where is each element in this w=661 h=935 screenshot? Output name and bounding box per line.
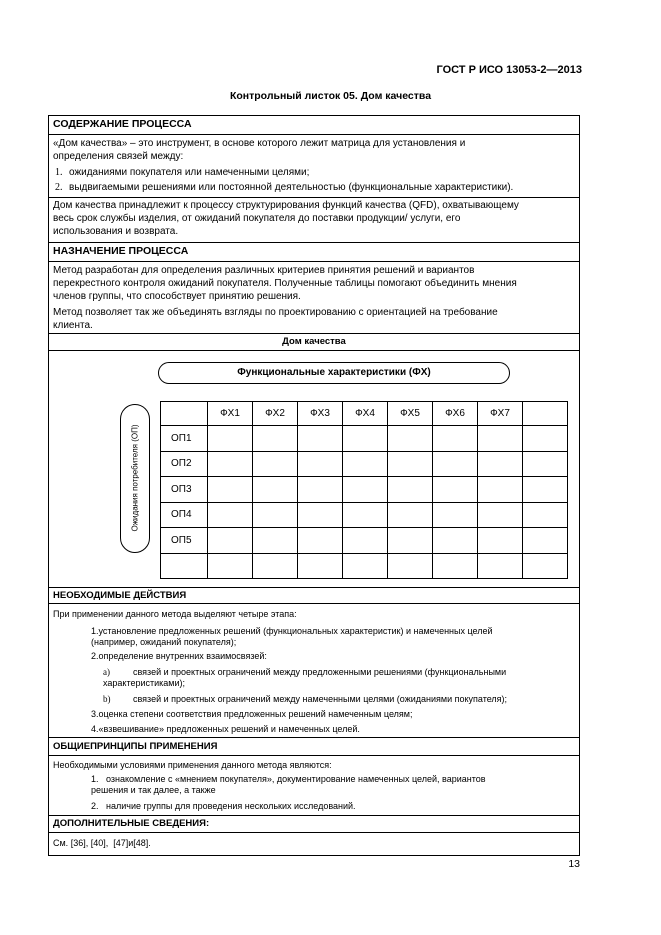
matrix-cell bbox=[208, 502, 253, 528]
row-header: ОП4 bbox=[161, 502, 208, 528]
matrix-cell bbox=[388, 426, 433, 452]
matrix-cell bbox=[388, 477, 433, 503]
divider bbox=[48, 242, 580, 243]
list-item: ожиданиями покупателя или намеченными целями; bbox=[69, 167, 310, 178]
matrix-cell bbox=[523, 451, 568, 477]
column-header: ФХ5 bbox=[388, 402, 433, 426]
document-code: ГОСТ Р ИСО 13053-2—2013 bbox=[436, 64, 582, 76]
matrix-row bbox=[161, 451, 568, 477]
list-number: 1. bbox=[55, 167, 63, 178]
condition-line: 2. наличие группы для проведения нескольких исследований. bbox=[91, 801, 356, 811]
functional-characteristics-caption: Функциональные характеристики (ФХ) bbox=[158, 362, 510, 384]
matrix-cell bbox=[343, 451, 388, 477]
matrix-cell bbox=[433, 451, 478, 477]
matrix-cell bbox=[208, 477, 253, 503]
matrix-cell bbox=[523, 502, 568, 528]
page-number: 13 bbox=[568, 858, 580, 870]
divider bbox=[48, 197, 580, 198]
row-header bbox=[161, 553, 208, 579]
matrix-cell bbox=[343, 477, 388, 503]
purpose-line: членов группы, что способствует принятию решения. bbox=[53, 291, 301, 302]
matrix-cell bbox=[298, 502, 343, 528]
matrix-cell bbox=[208, 451, 253, 477]
purpose-line: Метод разработан для определения различных критериев принятия решений и вариантов bbox=[53, 265, 475, 276]
matrix-cell bbox=[433, 553, 478, 579]
qfd-line: Дом качества принадлежит к процессу структурирования функций качества (QFD), охватывающему bbox=[53, 200, 519, 211]
divider bbox=[48, 333, 580, 334]
divider bbox=[48, 350, 580, 351]
list-number: 2. bbox=[55, 182, 63, 193]
step-line: 3.оценка степени соответствия предложенных решений намеченным целям; bbox=[91, 709, 413, 719]
section-heading-content: СОДЕРЖАНИЕ ПРОЦЕССА bbox=[53, 118, 192, 130]
matrix-row bbox=[161, 502, 568, 528]
matrix-cell bbox=[253, 553, 298, 579]
matrix-cell bbox=[478, 477, 523, 503]
matrix-cell bbox=[478, 451, 523, 477]
divider bbox=[48, 261, 580, 262]
matrix-cell bbox=[253, 528, 298, 554]
content-intro-line: «Дом качества» – это инструмент, в основе которого лежит матрица для установления и bbox=[53, 138, 466, 149]
matrix-cell bbox=[478, 426, 523, 452]
references: См. [36], [40], [47]и[48]. bbox=[53, 838, 151, 848]
column-header: ФХ4 bbox=[343, 402, 388, 426]
purpose-line: перекрестного контроля ожиданий покупателя. Полученные таблицы помогают объединить мнения bbox=[53, 278, 517, 289]
divider bbox=[48, 587, 580, 588]
matrix-cell bbox=[433, 426, 478, 452]
matrix-cell bbox=[478, 502, 523, 528]
column-header: ФХ1 bbox=[208, 402, 253, 426]
divider bbox=[48, 815, 580, 816]
matrix-cell bbox=[388, 502, 433, 528]
column-header: ФХ7 bbox=[478, 402, 523, 426]
section-heading-additional: ДОПОЛНИТЕЛЬНЫЕ СВЕДЕНИЯ: bbox=[53, 818, 210, 829]
matrix-cell bbox=[208, 426, 253, 452]
column-header: ФХ6 bbox=[433, 402, 478, 426]
matrix-cell bbox=[388, 553, 433, 579]
matrix-cell bbox=[433, 528, 478, 554]
step-line: 2.определение внутренних взаимосвязей: bbox=[91, 651, 267, 661]
substep-mark: a) bbox=[103, 667, 110, 677]
matrix-cell bbox=[523, 528, 568, 554]
step-line: (например, ожиданий покупателя); bbox=[91, 637, 237, 647]
column-header: ФХ3 bbox=[298, 402, 343, 426]
matrix-cell bbox=[388, 451, 433, 477]
matrix-row bbox=[161, 477, 568, 503]
matrix-cell bbox=[298, 477, 343, 503]
step-line: 1.установление предложенных решений (функциональных характеристик) и намеченных целей bbox=[91, 626, 493, 636]
content-intro-line: определения связей между: bbox=[53, 151, 184, 162]
matrix-cell bbox=[253, 451, 298, 477]
row-header: ОП5 bbox=[161, 528, 208, 554]
qfd-line: весь срок службы изделия, от ожиданий покупателя до поставки продукции/ услуги, его bbox=[53, 213, 461, 224]
list-item: выдвигаемыми решениями или постоянной деятельностью (функциональные характеристики). bbox=[69, 182, 514, 193]
matrix-cell bbox=[298, 451, 343, 477]
customer-expectations-caption: Ожидания потребителя (ОП) bbox=[130, 424, 140, 532]
actions-intro: При применении данного метода выделяют четыре этапа: bbox=[53, 609, 297, 619]
purpose-line: клиента. bbox=[53, 320, 93, 331]
matrix-cell bbox=[343, 528, 388, 554]
matrix-corner-cell bbox=[161, 402, 208, 426]
matrix-cell bbox=[523, 477, 568, 503]
substep-line: характеристиками); bbox=[103, 678, 186, 688]
condition-line: решения и так далее, а также bbox=[91, 785, 216, 795]
purpose-line: Метод позволяет так же объединять взгляды по проектированию с ориентацией на требование bbox=[53, 307, 498, 318]
row-header: ОП3 bbox=[161, 477, 208, 503]
column-header: ФХ2 bbox=[253, 402, 298, 426]
row-header: ОП2 bbox=[161, 451, 208, 477]
matrix-cell bbox=[478, 553, 523, 579]
substep-mark: b) bbox=[103, 694, 111, 704]
divider bbox=[48, 134, 580, 135]
house-of-quality-matrix bbox=[160, 401, 568, 579]
matrix-cell bbox=[343, 502, 388, 528]
checklist-title: Контрольный листок 05. Дом качества bbox=[229, 90, 432, 102]
section-heading-actions: НЕОБХОДИМЫЕ ДЕЙСТВИЯ bbox=[53, 590, 187, 601]
matrix-cell bbox=[343, 426, 388, 452]
matrix-cell bbox=[388, 528, 433, 554]
matrix-header-row bbox=[161, 402, 568, 426]
section-heading-purpose: НАЗНАЧЕНИЕ ПРОЦЕССА bbox=[53, 245, 189, 257]
matrix-cell bbox=[343, 553, 388, 579]
matrix-cell bbox=[298, 553, 343, 579]
house-of-quality-title: Дом качества bbox=[282, 336, 346, 347]
step-line: 4.«взвешивание» предложенных решений и намеченных целей. bbox=[91, 724, 360, 734]
matrix-cell bbox=[208, 528, 253, 554]
condition-line: 1. ознакомление с «мнением покупателя», документирование намеченных целей, вариантов bbox=[91, 774, 486, 784]
matrix-row bbox=[161, 426, 568, 452]
matrix-cell bbox=[298, 528, 343, 554]
matrix-cell bbox=[253, 477, 298, 503]
matrix-cell bbox=[523, 553, 568, 579]
qfd-line: использования и возврата. bbox=[53, 226, 179, 237]
divider bbox=[48, 755, 580, 756]
matrix-cell bbox=[523, 426, 568, 452]
matrix-cell bbox=[298, 426, 343, 452]
divider bbox=[48, 737, 580, 738]
matrix-cell bbox=[208, 553, 253, 579]
matrix-cell bbox=[253, 502, 298, 528]
matrix-cell bbox=[253, 426, 298, 452]
principles-intro: Необходимыми условиями применения данного метода являются: bbox=[53, 760, 332, 770]
matrix-cell bbox=[433, 477, 478, 503]
divider bbox=[48, 832, 580, 833]
column-header bbox=[523, 402, 568, 426]
matrix-cell bbox=[433, 502, 478, 528]
matrix-cell bbox=[478, 528, 523, 554]
matrix-row bbox=[161, 528, 568, 554]
section-heading-principles: ОБЩИЕПРИНЦИПЫ ПРИМЕНЕНИЯ bbox=[53, 741, 218, 752]
substep-line: связей и проектных ограничений между намеченными целями (ожиданиями покупателя); bbox=[133, 694, 508, 704]
divider bbox=[48, 603, 580, 604]
row-header: ОП1 bbox=[161, 426, 208, 452]
matrix-row bbox=[161, 553, 568, 579]
substep-line: связей и проектных ограничений между предложенными решениями (функциональными bbox=[133, 667, 507, 677]
